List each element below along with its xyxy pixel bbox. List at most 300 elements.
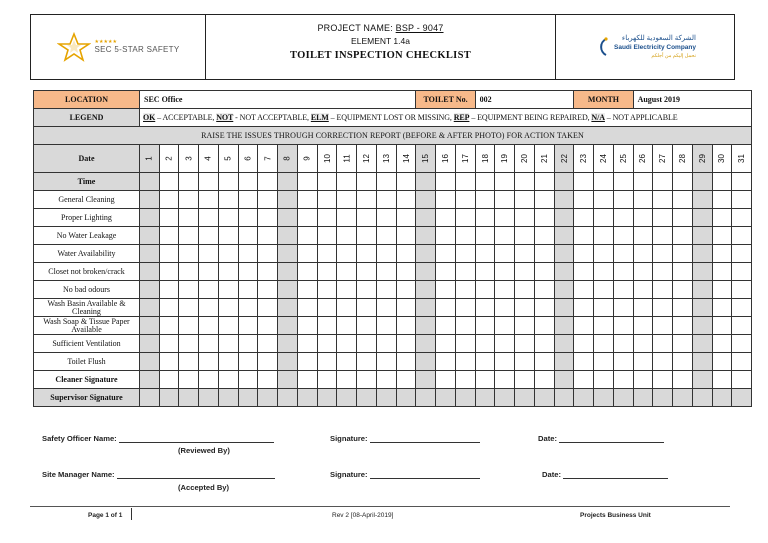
site-manager-signature-field[interactable]: Signature: [330, 470, 480, 479]
check-cell[interactable] [475, 263, 495, 281]
check-cell[interactable] [337, 371, 357, 389]
check-cell[interactable] [574, 263, 594, 281]
safety-officer-date-field[interactable]: Date: [538, 434, 664, 443]
check-cell[interactable] [357, 227, 377, 245]
check-cell[interactable] [653, 317, 673, 335]
check-cell[interactable] [396, 245, 416, 263]
check-cell[interactable] [396, 317, 416, 335]
check-cell[interactable] [416, 281, 436, 299]
check-cell[interactable] [258, 335, 278, 353]
check-cell[interactable] [712, 245, 732, 263]
check-cell[interactable] [159, 281, 179, 299]
check-cell[interactable] [258, 227, 278, 245]
check-cell[interactable] [337, 209, 357, 227]
check-cell[interactable] [495, 245, 515, 263]
check-cell[interactable] [436, 191, 456, 209]
check-cell[interactable] [455, 389, 475, 407]
check-cell[interactable] [396, 173, 416, 191]
check-cell[interactable] [297, 191, 317, 209]
check-cell[interactable] [317, 389, 337, 407]
check-cell[interactable] [732, 353, 752, 371]
check-cell[interactable] [475, 245, 495, 263]
check-cell[interactable] [613, 191, 633, 209]
check-cell[interactable] [534, 245, 554, 263]
check-cell[interactable] [297, 353, 317, 371]
check-cell[interactable] [653, 371, 673, 389]
check-cell[interactable] [357, 191, 377, 209]
check-cell[interactable] [692, 227, 712, 245]
check-cell[interactable] [712, 299, 732, 317]
check-cell[interactable] [495, 281, 515, 299]
check-cell[interactable] [159, 263, 179, 281]
check-cell[interactable] [179, 227, 199, 245]
check-cell[interactable] [396, 353, 416, 371]
check-cell[interactable] [692, 173, 712, 191]
check-cell[interactable] [594, 281, 614, 299]
check-cell[interactable] [199, 299, 219, 317]
check-cell[interactable] [140, 263, 160, 281]
check-cell[interactable] [554, 317, 574, 335]
check-cell[interactable] [594, 191, 614, 209]
check-cell[interactable] [357, 335, 377, 353]
check-cell[interactable] [613, 389, 633, 407]
check-cell[interactable] [317, 317, 337, 335]
check-cell[interactable] [199, 245, 219, 263]
check-cell[interactable] [199, 353, 219, 371]
check-cell[interactable] [653, 227, 673, 245]
check-cell[interactable] [317, 281, 337, 299]
check-cell[interactable] [278, 353, 298, 371]
check-cell[interactable] [673, 281, 693, 299]
check-cell[interactable] [258, 245, 278, 263]
check-cell[interactable] [258, 191, 278, 209]
check-cell[interactable] [317, 227, 337, 245]
check-cell[interactable] [653, 299, 673, 317]
check-cell[interactable] [712, 191, 732, 209]
check-cell[interactable] [159, 317, 179, 335]
check-cell[interactable] [653, 353, 673, 371]
check-cell[interactable] [376, 227, 396, 245]
site-manager-date-field[interactable]: Date: [542, 470, 668, 479]
check-cell[interactable] [278, 371, 298, 389]
check-cell[interactable] [357, 371, 377, 389]
check-cell[interactable] [278, 209, 298, 227]
check-cell[interactable] [613, 227, 633, 245]
check-cell[interactable] [258, 317, 278, 335]
check-cell[interactable] [278, 173, 298, 191]
check-cell[interactable] [218, 173, 238, 191]
check-cell[interactable] [179, 209, 199, 227]
check-cell[interactable] [534, 299, 554, 317]
check-cell[interactable] [613, 263, 633, 281]
check-cell[interactable] [534, 173, 554, 191]
check-cell[interactable] [159, 227, 179, 245]
check-cell[interactable] [199, 227, 219, 245]
check-cell[interactable] [732, 281, 752, 299]
check-cell[interactable] [653, 263, 673, 281]
check-cell[interactable] [554, 353, 574, 371]
check-cell[interactable] [633, 209, 653, 227]
check-cell[interactable] [317, 353, 337, 371]
check-cell[interactable] [554, 281, 574, 299]
check-cell[interactable] [712, 281, 732, 299]
check-cell[interactable] [357, 245, 377, 263]
check-cell[interactable] [594, 263, 614, 281]
check-cell[interactable] [179, 299, 199, 317]
check-cell[interactable] [554, 227, 574, 245]
check-cell[interactable] [357, 389, 377, 407]
check-cell[interactable] [613, 245, 633, 263]
check-cell[interactable] [455, 371, 475, 389]
check-cell[interactable] [337, 263, 357, 281]
check-cell[interactable] [416, 389, 436, 407]
check-cell[interactable] [515, 227, 535, 245]
check-cell[interactable] [475, 281, 495, 299]
check-cell[interactable] [673, 299, 693, 317]
check-cell[interactable] [376, 299, 396, 317]
check-cell[interactable] [357, 353, 377, 371]
check-cell[interactable] [712, 353, 732, 371]
check-cell[interactable] [278, 317, 298, 335]
check-cell[interactable] [712, 335, 732, 353]
check-cell[interactable] [692, 371, 712, 389]
check-cell[interactable] [337, 317, 357, 335]
check-cell[interactable] [140, 245, 160, 263]
check-cell[interactable] [515, 209, 535, 227]
check-cell[interactable] [357, 173, 377, 191]
check-cell[interactable] [613, 209, 633, 227]
check-cell[interactable] [199, 191, 219, 209]
check-cell[interactable] [613, 173, 633, 191]
check-cell[interactable] [297, 227, 317, 245]
check-cell[interactable] [613, 353, 633, 371]
check-cell[interactable] [673, 209, 693, 227]
check-cell[interactable] [376, 317, 396, 335]
check-cell[interactable] [258, 353, 278, 371]
check-cell[interactable] [218, 263, 238, 281]
check-cell[interactable] [594, 173, 614, 191]
check-cell[interactable] [159, 371, 179, 389]
check-cell[interactable] [475, 335, 495, 353]
check-cell[interactable] [416, 245, 436, 263]
check-cell[interactable] [515, 281, 535, 299]
check-cell[interactable] [692, 353, 712, 371]
toilet-value[interactable]: 002 [475, 91, 574, 109]
check-cell[interactable] [515, 335, 535, 353]
check-cell[interactable] [297, 209, 317, 227]
check-cell[interactable] [416, 317, 436, 335]
check-cell[interactable] [692, 335, 712, 353]
check-cell[interactable] [732, 191, 752, 209]
check-cell[interactable] [357, 263, 377, 281]
check-cell[interactable] [692, 245, 712, 263]
check-cell[interactable] [653, 281, 673, 299]
check-cell[interactable] [357, 281, 377, 299]
check-cell[interactable] [574, 227, 594, 245]
check-cell[interactable] [238, 371, 258, 389]
check-cell[interactable] [673, 335, 693, 353]
check-cell[interactable] [594, 317, 614, 335]
check-cell[interactable] [653, 209, 673, 227]
check-cell[interactable] [416, 227, 436, 245]
check-cell[interactable] [574, 209, 594, 227]
check-cell[interactable] [653, 173, 673, 191]
check-cell[interactable] [455, 353, 475, 371]
check-cell[interactable] [140, 227, 160, 245]
check-cell[interactable] [297, 245, 317, 263]
check-cell[interactable] [633, 353, 653, 371]
check-cell[interactable] [515, 173, 535, 191]
check-cell[interactable] [436, 335, 456, 353]
check-cell[interactable] [317, 299, 337, 317]
check-cell[interactable] [396, 299, 416, 317]
check-cell[interactable] [455, 209, 475, 227]
check-cell[interactable] [179, 353, 199, 371]
check-cell[interactable] [436, 371, 456, 389]
check-cell[interactable] [594, 245, 614, 263]
check-cell[interactable] [258, 209, 278, 227]
check-cell[interactable] [554, 173, 574, 191]
check-cell[interactable] [475, 191, 495, 209]
check-cell[interactable] [574, 191, 594, 209]
check-cell[interactable] [396, 209, 416, 227]
check-cell[interactable] [712, 209, 732, 227]
check-cell[interactable] [199, 263, 219, 281]
check-cell[interactable] [732, 227, 752, 245]
check-cell[interactable] [436, 281, 456, 299]
check-cell[interactable] [179, 191, 199, 209]
check-cell[interactable] [140, 281, 160, 299]
check-cell[interactable] [159, 173, 179, 191]
check-cell[interactable] [673, 227, 693, 245]
check-cell[interactable] [534, 335, 554, 353]
check-cell[interactable] [515, 245, 535, 263]
check-cell[interactable] [554, 245, 574, 263]
check-cell[interactable] [574, 299, 594, 317]
check-cell[interactable] [574, 245, 594, 263]
check-cell[interactable] [238, 227, 258, 245]
check-cell[interactable] [515, 299, 535, 317]
check-cell[interactable] [673, 353, 693, 371]
check-cell[interactable] [238, 209, 258, 227]
check-cell[interactable] [436, 353, 456, 371]
check-cell[interactable] [238, 317, 258, 335]
check-cell[interactable] [436, 227, 456, 245]
check-cell[interactable] [534, 317, 554, 335]
check-cell[interactable] [396, 335, 416, 353]
check-cell[interactable] [673, 245, 693, 263]
check-cell[interactable] [554, 209, 574, 227]
check-cell[interactable] [515, 191, 535, 209]
check-cell[interactable] [554, 335, 574, 353]
check-cell[interactable] [278, 263, 298, 281]
site-manager-field[interactable]: Site Manager Name: [42, 470, 275, 479]
check-cell[interactable] [594, 371, 614, 389]
check-cell[interactable] [337, 353, 357, 371]
check-cell[interactable] [238, 245, 258, 263]
check-cell[interactable] [455, 263, 475, 281]
check-cell[interactable] [732, 173, 752, 191]
check-cell[interactable] [140, 317, 160, 335]
check-cell[interactable] [218, 281, 238, 299]
check-cell[interactable] [653, 245, 673, 263]
check-cell[interactable] [673, 263, 693, 281]
check-cell[interactable] [495, 335, 515, 353]
check-cell[interactable] [258, 281, 278, 299]
check-cell[interactable] [594, 209, 614, 227]
check-cell[interactable] [238, 299, 258, 317]
check-cell[interactable] [554, 299, 574, 317]
check-cell[interactable] [692, 317, 712, 335]
check-cell[interactable] [179, 245, 199, 263]
check-cell[interactable] [712, 173, 732, 191]
check-cell[interactable] [455, 191, 475, 209]
check-cell[interactable] [515, 389, 535, 407]
check-cell[interactable] [475, 389, 495, 407]
check-cell[interactable] [297, 389, 317, 407]
check-cell[interactable] [692, 191, 712, 209]
check-cell[interactable] [376, 263, 396, 281]
check-cell[interactable] [179, 317, 199, 335]
check-cell[interactable] [337, 227, 357, 245]
check-cell[interactable] [436, 245, 456, 263]
check-cell[interactable] [633, 227, 653, 245]
check-cell[interactable] [436, 317, 456, 335]
check-cell[interactable] [712, 371, 732, 389]
check-cell[interactable] [495, 173, 515, 191]
check-cell[interactable] [633, 263, 653, 281]
check-cell[interactable] [633, 317, 653, 335]
check-cell[interactable] [337, 281, 357, 299]
check-cell[interactable] [159, 353, 179, 371]
check-cell[interactable] [199, 173, 219, 191]
check-cell[interactable] [218, 245, 238, 263]
check-cell[interactable] [396, 371, 416, 389]
location-value[interactable]: SEC Office [140, 91, 416, 109]
check-cell[interactable] [673, 317, 693, 335]
check-cell[interactable] [495, 371, 515, 389]
check-cell[interactable] [732, 335, 752, 353]
check-cell[interactable] [574, 353, 594, 371]
check-cell[interactable] [218, 209, 238, 227]
safety-officer-signature-field[interactable]: Signature: [330, 434, 480, 443]
check-cell[interactable] [574, 317, 594, 335]
check-cell[interactable] [376, 335, 396, 353]
check-cell[interactable] [416, 371, 436, 389]
check-cell[interactable] [455, 317, 475, 335]
check-cell[interactable] [297, 317, 317, 335]
check-cell[interactable] [140, 191, 160, 209]
check-cell[interactable] [613, 281, 633, 299]
check-cell[interactable] [515, 263, 535, 281]
check-cell[interactable] [732, 263, 752, 281]
check-cell[interactable] [238, 335, 258, 353]
check-cell[interactable] [594, 389, 614, 407]
check-cell[interactable] [179, 281, 199, 299]
check-cell[interactable] [554, 371, 574, 389]
check-cell[interactable] [416, 353, 436, 371]
check-cell[interactable] [218, 317, 238, 335]
check-cell[interactable] [534, 281, 554, 299]
check-cell[interactable] [633, 245, 653, 263]
check-cell[interactable] [495, 299, 515, 317]
check-cell[interactable] [140, 389, 160, 407]
check-cell[interactable] [297, 335, 317, 353]
check-cell[interactable] [337, 389, 357, 407]
check-cell[interactable] [317, 371, 337, 389]
check-cell[interactable] [297, 173, 317, 191]
check-cell[interactable] [455, 245, 475, 263]
check-cell[interactable] [613, 335, 633, 353]
check-cell[interactable] [416, 299, 436, 317]
check-cell[interactable] [515, 353, 535, 371]
check-cell[interactable] [633, 389, 653, 407]
check-cell[interactable] [317, 191, 337, 209]
check-cell[interactable] [376, 173, 396, 191]
check-cell[interactable] [495, 227, 515, 245]
check-cell[interactable] [159, 299, 179, 317]
check-cell[interactable] [534, 353, 554, 371]
check-cell[interactable] [653, 335, 673, 353]
check-cell[interactable] [337, 173, 357, 191]
check-cell[interactable] [179, 389, 199, 407]
check-cell[interactable] [159, 191, 179, 209]
check-cell[interactable] [218, 371, 238, 389]
check-cell[interactable] [278, 299, 298, 317]
check-cell[interactable] [436, 299, 456, 317]
check-cell[interactable] [732, 299, 752, 317]
check-cell[interactable] [692, 263, 712, 281]
check-cell[interactable] [712, 227, 732, 245]
check-cell[interactable] [712, 317, 732, 335]
check-cell[interactable] [653, 389, 673, 407]
check-cell[interactable] [495, 353, 515, 371]
check-cell[interactable] [495, 317, 515, 335]
check-cell[interactable] [140, 371, 160, 389]
check-cell[interactable] [317, 263, 337, 281]
check-cell[interactable] [613, 299, 633, 317]
check-cell[interactable] [317, 173, 337, 191]
check-cell[interactable] [297, 371, 317, 389]
check-cell[interactable] [317, 335, 337, 353]
check-cell[interactable] [692, 299, 712, 317]
check-cell[interactable] [712, 263, 732, 281]
check-cell[interactable] [357, 209, 377, 227]
check-cell[interactable] [337, 299, 357, 317]
check-cell[interactable] [574, 335, 594, 353]
check-cell[interactable] [633, 371, 653, 389]
check-cell[interactable] [475, 209, 495, 227]
check-cell[interactable] [534, 389, 554, 407]
check-cell[interactable] [534, 209, 554, 227]
check-cell[interactable] [218, 191, 238, 209]
check-cell[interactable] [179, 173, 199, 191]
check-cell[interactable] [396, 191, 416, 209]
check-cell[interactable] [140, 353, 160, 371]
check-cell[interactable] [159, 209, 179, 227]
check-cell[interactable] [534, 227, 554, 245]
check-cell[interactable] [337, 245, 357, 263]
check-cell[interactable] [238, 191, 258, 209]
check-cell[interactable] [258, 173, 278, 191]
check-cell[interactable] [673, 371, 693, 389]
check-cell[interactable] [436, 389, 456, 407]
check-cell[interactable] [376, 353, 396, 371]
check-cell[interactable] [278, 191, 298, 209]
check-cell[interactable] [337, 191, 357, 209]
check-cell[interactable] [692, 389, 712, 407]
check-cell[interactable] [376, 281, 396, 299]
